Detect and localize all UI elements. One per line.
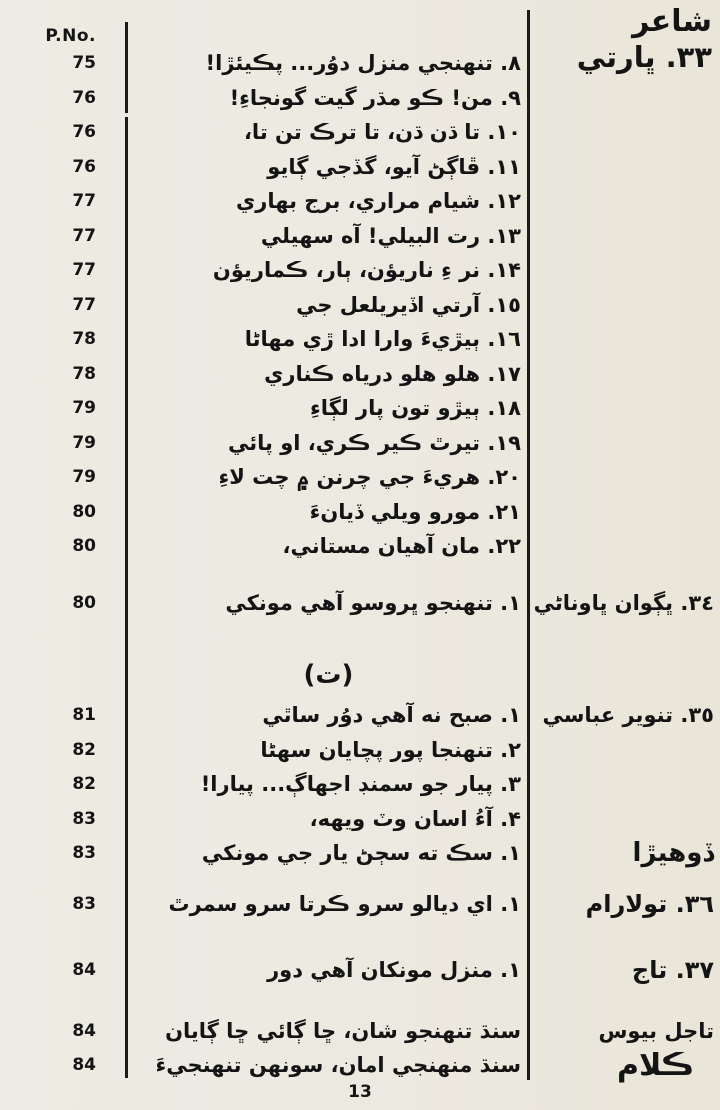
page-number: 78 [72, 363, 96, 384]
page-number: 78 [72, 329, 96, 350]
page-number: 83 [72, 893, 96, 914]
toc-row [0, 1048, 720, 1083]
section-name: ڏوهيڙا [632, 838, 714, 869]
entry-title: ١. سڪ ته سڄڻ يار جي مونکي [201, 841, 521, 866]
section-name: ٣٧. تاج [631, 956, 714, 985]
entry-title: ١. منزل مونکان آهي دور [267, 958, 521, 983]
entry-title: ٨. تنهنجي منزل دوُر... پڪيئڙا! [205, 51, 521, 76]
page-number: 83 [72, 843, 96, 864]
entry-title: ١٢. شيام مراري، برج بهاري [236, 189, 521, 214]
page-number: 84 [72, 1055, 96, 1076]
toc-row [0, 529, 720, 564]
toc-row [0, 426, 720, 461]
toc-row [0, 836, 720, 871]
entry-title: ۴. آءُ اسان وٽ ويهه، [309, 806, 521, 831]
page-number: 77 [72, 191, 96, 212]
toc-row [0, 150, 720, 185]
page-number: 79 [72, 432, 96, 453]
page-number: 79 [72, 467, 96, 488]
row-gap [0, 871, 720, 887]
poet-header-word: شاعر [632, 4, 712, 39]
entry-title: ١٨. ٻيڙو تون پار لڳاءِ [310, 396, 521, 421]
toc-row [0, 391, 720, 426]
page-number: 80 [72, 536, 96, 557]
entry-title: ١٩. تيرٿ ڪير ڪري، او پائي [228, 430, 521, 455]
section-name: ڪلام [617, 1047, 694, 1083]
page-number: 79 [72, 398, 96, 419]
entry-title: ١٣. رت البيلي! آه سهيلي [260, 223, 521, 248]
entry-title: سنڌ تنهنجو شان، ڇا ڳائي ڇا ڳايان [165, 1018, 521, 1043]
entry-title: ١٧. هلو هلو درياه ڪناري [264, 361, 521, 386]
poet-header-name: ٣٣. ڀارتي [576, 40, 712, 74]
toc-row [0, 253, 720, 288]
row-gap [0, 620, 720, 652]
page-number: 77 [72, 260, 96, 281]
page-number: 82 [72, 774, 96, 795]
page-number: 76 [72, 87, 96, 108]
toc-row [0, 1014, 720, 1049]
section-letter-divider [0, 652, 720, 698]
toc-row [0, 887, 720, 922]
book-page-number: 13 [348, 1082, 372, 1102]
row-gap [0, 988, 720, 1014]
entry-title: ١. تنهنجو ڀروسو آهي مونکي [225, 590, 521, 615]
toc-row [0, 733, 720, 768]
toc-row [0, 184, 720, 219]
page-number: 76 [72, 156, 96, 177]
toc-row [0, 219, 720, 254]
toc-row [0, 698, 720, 733]
section-name: ٣٤. ڀڳوان ڀاوناڻي [533, 590, 714, 615]
toc-row [0, 460, 720, 495]
section-letter: (ت) [303, 660, 354, 690]
page-number: 84 [72, 1020, 96, 1041]
entry-title: ٢٢. مان آهيان مستاني، [282, 534, 521, 559]
toc-row [0, 115, 720, 150]
page-number: 80 [72, 592, 96, 613]
toc-row [0, 802, 720, 837]
toc-row [0, 586, 720, 621]
toc-row [0, 81, 720, 116]
toc-row [0, 767, 720, 802]
toc-row [0, 46, 720, 81]
entry-title: ١۴. نر ءِ ناريؤن، ٻار، ڪماريؤن [212, 258, 521, 283]
page-number: 77 [72, 225, 96, 246]
entry-title: ٢١. مورو ويلي ڏيانءَ [309, 499, 521, 524]
entry-title: ١١. ڦاڳڻ آيو، گڏجي ڳايو [267, 154, 521, 179]
section-name: تاجل بيوس [598, 1018, 714, 1043]
section-name: ٣٦. تولارام [585, 889, 714, 918]
toc-row [0, 322, 720, 357]
page-number: 77 [72, 294, 96, 315]
entry-title: ١. صبح نه آهي دوُر ساٿي [262, 703, 521, 728]
page-number: 82 [72, 739, 96, 760]
entry-title: ٩. من! ڪو مڌر گيت گونجاءِ! [229, 85, 521, 110]
page-number: 80 [72, 501, 96, 522]
row-gap [0, 564, 720, 586]
entry-title: ١٦. ٻيڙيءَ وارا ادا ڙي مهاڻا [244, 327, 521, 352]
section-name: ٣٥. تنوير عباسي [542, 703, 714, 728]
toc-row [0, 495, 720, 530]
toc-row [0, 357, 720, 392]
page-number: 81 [72, 705, 96, 726]
entry-title: سنڌ منهنجي امان، سونهن تنهنجيءَ [155, 1053, 521, 1078]
entry-title: ١٥. آرتي اڏيريلعل جي [296, 292, 521, 317]
page-number: 76 [72, 122, 96, 143]
row-gap [0, 921, 720, 953]
toc-row [0, 288, 720, 323]
entry-title: ١. اي ديالو سرو ڪرتا سرو سمرٿ [168, 891, 521, 916]
toc-row [0, 953, 720, 988]
toc-rows [0, 46, 720, 1083]
entry-title: ٢. تنهنجا پور پچايان سهڻا [260, 737, 521, 762]
page-number: 75 [72, 53, 96, 74]
entry-title: ٣. پيار جو سمنڊ اجهاڳ... پيارا! [200, 772, 521, 797]
page-number: 83 [72, 808, 96, 829]
entry-title: ٢٠. هريءَ جي چرنن ۾ چت لاءِ [218, 465, 521, 490]
page-number-column-header: P.No. [45, 26, 96, 46]
entry-title: ١٠. تا ڌن ڌن، تا ترڪ تن تا، [243, 120, 521, 145]
page-number: 84 [72, 960, 96, 981]
